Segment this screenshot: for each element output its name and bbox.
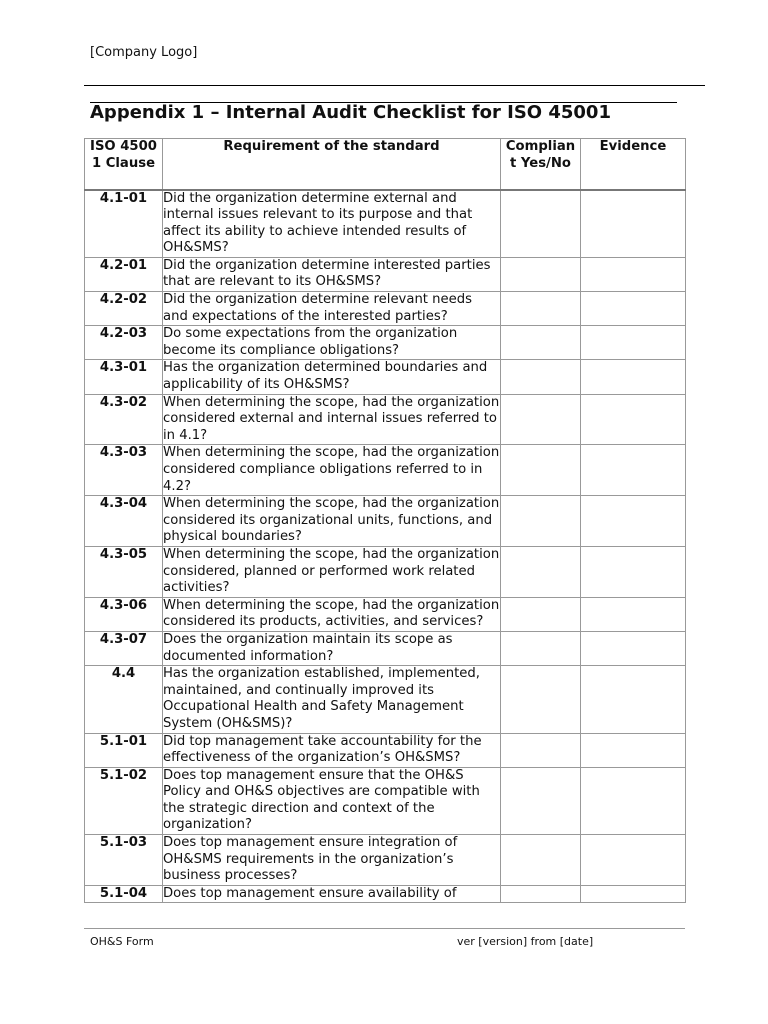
evidence-cell[interactable] <box>581 597 686 631</box>
requirement-cell: Does top management ensure integration of OH&SMS requirements in the organization’s business processes? <box>163 835 501 886</box>
clause-cell: 4.3-03 <box>85 445 163 496</box>
evidence-cell[interactable] <box>581 257 686 291</box>
table-header-row <box>85 139 686 190</box>
clause-cell: 5.1-01 <box>85 733 163 767</box>
table-row <box>85 733 686 767</box>
compliant-cell[interactable] <box>501 257 581 291</box>
clause-cell: 4.1-01 <box>85 190 163 258</box>
evidence-cell[interactable] <box>581 666 686 733</box>
compliant-cell[interactable] <box>501 546 581 597</box>
page-title: Appendix 1 – Internal Audit Checklist for ISO 45001 <box>90 102 611 123</box>
compliant-cell[interactable] <box>501 835 581 886</box>
compliant-cell[interactable] <box>501 666 581 733</box>
compliant-cell[interactable] <box>501 885 581 903</box>
requirement-cell: Does top management ensure that the OH&S Policy and OH&S objectives are compatible with the strategic direction and context of the organization? <box>163 767 501 834</box>
clause-cell: 4.2-03 <box>85 326 163 360</box>
clause-cell: 5.1-04 <box>85 885 163 903</box>
table-row <box>85 767 686 834</box>
evidence-cell[interactable] <box>581 292 686 326</box>
clause-cell: 4.3-07 <box>85 631 163 665</box>
compliant-cell[interactable] <box>501 496 581 547</box>
clause-cell: 4.3-01 <box>85 360 163 394</box>
requirement-cell: Does top management ensure availability of <box>163 885 501 903</box>
compliant-cell[interactable] <box>501 631 581 665</box>
company-logo-placeholder: [Company Logo] <box>90 45 198 60</box>
evidence-cell[interactable] <box>581 360 686 394</box>
evidence-cell[interactable] <box>581 631 686 665</box>
evidence-cell[interactable] <box>581 190 686 258</box>
requirement-cell: Did the organization determine relevant needs and expectations of the interested parties? <box>163 292 501 326</box>
requirement-cell: Did the organization determine external and internal issues relevant to its purpose and that affect its ability to achieve intended results of OH&SMS? <box>163 190 501 258</box>
table-row <box>85 360 686 394</box>
clause-cell: 5.1-02 <box>85 767 163 834</box>
evidence-cell[interactable] <box>581 445 686 496</box>
table-row <box>85 326 686 360</box>
evidence-cell[interactable] <box>581 394 686 445</box>
requirement-cell: Has the organization established, implemented, maintained, and continually improved its Occupational Health and Safety Management System (OH&SMS)? <box>163 666 501 733</box>
requirement-cell: When determining the scope, had the organization considered its organizational units, functions, and physical boundaries? <box>163 496 501 547</box>
compliant-cell[interactable] <box>501 360 581 394</box>
footer-divider <box>84 928 685 929</box>
table-row <box>85 496 686 547</box>
clause-cell: 4.3-04 <box>85 496 163 547</box>
compliant-cell[interactable] <box>501 394 581 445</box>
evidence-cell[interactable] <box>581 326 686 360</box>
evidence-cell[interactable] <box>581 835 686 886</box>
footer-version: ver [version] from [date] <box>457 935 594 948</box>
requirement-cell: When determining the scope, had the organization considered its products, activities, and services? <box>163 597 501 631</box>
column-header-compliant: Compliant Yes/No <box>501 139 581 190</box>
compliant-cell[interactable] <box>501 326 581 360</box>
table-row <box>85 631 686 665</box>
clause-cell: 4.3-06 <box>85 597 163 631</box>
clause-cell: 4.4 <box>85 666 163 733</box>
evidence-cell[interactable] <box>581 546 686 597</box>
table-row <box>85 257 686 291</box>
compliant-cell[interactable] <box>501 767 581 834</box>
requirement-cell: Has the organization determined boundaries and applicability of its OH&SMS? <box>163 360 501 394</box>
table-row <box>85 292 686 326</box>
compliant-cell[interactable] <box>501 733 581 767</box>
column-header-requirement: Requirement of the standard <box>163 139 501 190</box>
footer-form-name: OH&S Form <box>90 935 154 948</box>
clause-cell: 4.2-01 <box>85 257 163 291</box>
header-divider <box>84 85 705 86</box>
compliant-cell[interactable] <box>501 445 581 496</box>
column-header-evidence: Evidence <box>581 139 686 190</box>
checklist-body <box>85 190 686 903</box>
table-row <box>85 445 686 496</box>
table-row <box>85 885 686 903</box>
table-row <box>85 190 686 258</box>
requirement-cell: Do some expectations from the organization become its compliance obligations? <box>163 326 501 360</box>
table-row <box>85 394 686 445</box>
table-row <box>85 666 686 733</box>
evidence-cell[interactable] <box>581 496 686 547</box>
evidence-cell[interactable] <box>581 885 686 903</box>
clause-cell: 4.3-02 <box>85 394 163 445</box>
compliant-cell[interactable] <box>501 190 581 258</box>
clause-cell: 5.1-03 <box>85 835 163 886</box>
evidence-cell[interactable] <box>581 767 686 834</box>
requirement-cell: Did the organization determine interested parties that are relevant to its OH&SMS? <box>163 257 501 291</box>
compliant-cell[interactable] <box>501 597 581 631</box>
table-row <box>85 546 686 597</box>
table-row <box>85 835 686 886</box>
clause-cell: 4.2-02 <box>85 292 163 326</box>
column-header-clause: ISO 45001 Clause <box>85 139 163 190</box>
requirement-cell: When determining the scope, had the organization considered external and internal issues referred to in 4.1? <box>163 394 501 445</box>
evidence-cell[interactable] <box>581 733 686 767</box>
requirement-cell: Does the organization maintain its scope as documented information? <box>163 631 501 665</box>
requirement-cell: Did top management take accountability for the effectiveness of the organization’s OH&SMS? <box>163 733 501 767</box>
compliant-cell[interactable] <box>501 292 581 326</box>
table-row <box>85 597 686 631</box>
audit-checklist-table <box>84 138 686 903</box>
clause-cell: 4.3-05 <box>85 546 163 597</box>
requirement-cell: When determining the scope, had the organization considered, planned or performed work related activities? <box>163 546 501 597</box>
requirement-cell: When determining the scope, had the organization considered compliance obligations referred to in 4.2? <box>163 445 501 496</box>
